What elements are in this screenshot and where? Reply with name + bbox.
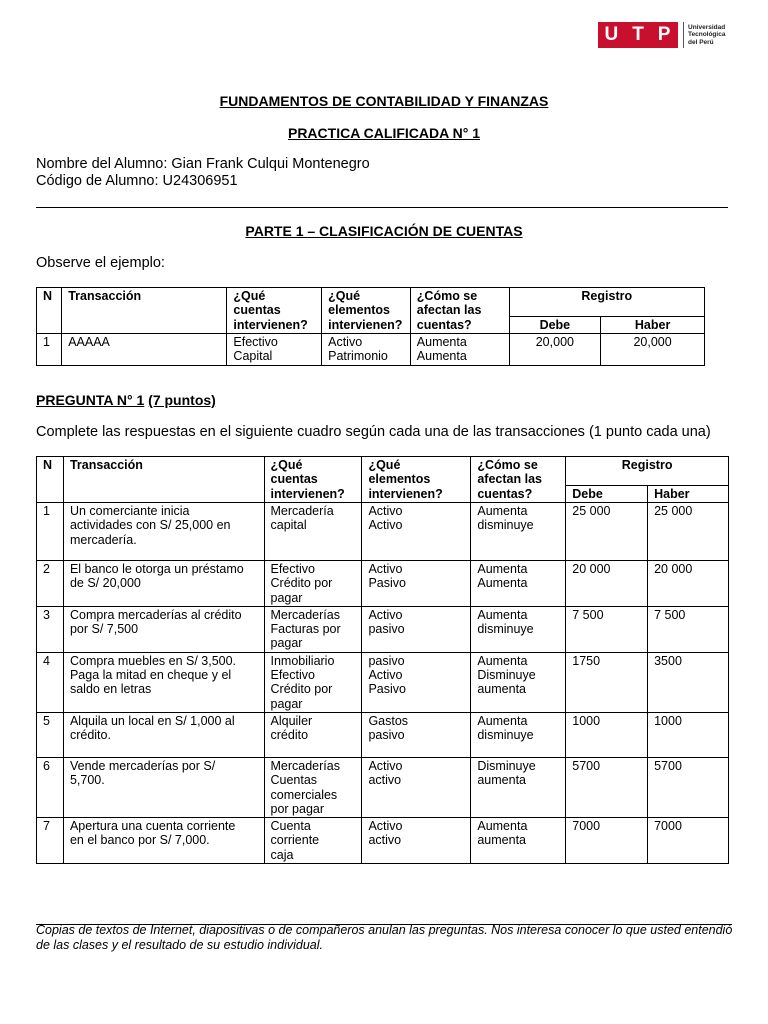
- header-transaccion: Transacción: [63, 457, 264, 503]
- row-como: [471, 503, 566, 561]
- row-como-line: Aumenta: [477, 653, 528, 668]
- row-cuentas-line: Crédito por: [270, 576, 333, 591]
- row-como: [471, 561, 566, 607]
- row-cuentas-line: pagar: [270, 590, 303, 605]
- row-cuentas-line: Alquiler: [270, 713, 313, 728]
- row-elementos-line: Activo: [368, 819, 403, 834]
- row-como: [471, 757, 566, 817]
- row-transaccion: [63, 818, 264, 864]
- row-como-line: disminuye: [477, 622, 534, 637]
- row-elementos-line: Gastos: [368, 713, 409, 728]
- header-n: N: [37, 288, 62, 334]
- row-elementos: [362, 561, 471, 607]
- row-cuentas-line: por pagar: [270, 801, 325, 816]
- table-row: [37, 652, 729, 712]
- row-cuentas-line: Mercaderías: [270, 607, 340, 622]
- question-title: [36, 392, 216, 408]
- row-cuentas: [264, 652, 362, 712]
- row-number: 2: [37, 561, 64, 607]
- row-elementos-line: pasivo: [368, 653, 405, 668]
- header-transaccion: Transacción: [62, 288, 227, 334]
- row-haber: 3500: [648, 652, 729, 712]
- row-haber: 1000: [648, 712, 729, 757]
- row-cuentas: [264, 503, 362, 561]
- row-transaccion-line: en el banco por S/ 7,000.: [69, 833, 210, 848]
- row-transaccion-line: El banco le otorga un préstamo: [69, 562, 244, 576]
- row-cuentas-line: Efectivo: [270, 668, 315, 683]
- row-como-line: Aumenta: [477, 504, 528, 518]
- row-como-line: Disminuye: [477, 668, 536, 683]
- header-como: ¿Cómo se afectan las cuentas?: [410, 288, 509, 334]
- row-como-line: disminuye: [477, 518, 534, 533]
- example-n: 1: [37, 334, 62, 366]
- row-elementos-line: Activo: [368, 504, 403, 518]
- row-elementos: [362, 757, 471, 817]
- header-registro: Registro: [566, 457, 729, 486]
- part1-title: PARTE 1 – CLASIFICACIÓN DE CUENTAS: [245, 223, 523, 239]
- row-cuentas-line: comerciales: [270, 787, 338, 802]
- row-transaccion-line: por S/ 7,500: [69, 622, 139, 637]
- row-debe: 7000: [566, 818, 648, 864]
- example-intro: Observe el ejemplo:: [36, 255, 165, 271]
- example-como: Aumenta Aumenta: [410, 334, 509, 366]
- row-como-line: aumenta: [477, 773, 527, 788]
- example-row: [37, 334, 705, 366]
- answer-table: [36, 456, 729, 864]
- row-debe: 7 500: [566, 606, 648, 652]
- row-cuentas-line: caja: [270, 847, 294, 862]
- row-transaccion-line: Compra mercaderías al crédito: [69, 607, 242, 622]
- row-debe: 5700: [566, 757, 648, 817]
- student-code: Código de Alumno: U24306951: [36, 173, 238, 189]
- row-transaccion-line: crédito.: [69, 728, 111, 743]
- row-cuentas-line: Mercadería: [270, 504, 334, 518]
- row-transaccion-line: Apertura una cuenta corriente: [69, 819, 236, 834]
- row-debe: 25 000: [566, 503, 648, 561]
- logo-letter-u: U: [604, 24, 620, 45]
- row-cuentas-line: capital: [270, 518, 307, 533]
- row-como-line: disminuye: [477, 728, 534, 743]
- logo-separator: [683, 22, 684, 48]
- row-elementos: [362, 652, 471, 712]
- row-como-line: Aumenta: [477, 713, 528, 728]
- example-debe: 20,000: [509, 334, 601, 366]
- row-elementos-line: Activo: [368, 562, 403, 576]
- row-haber: 20 000: [648, 561, 729, 607]
- row-transaccion: [63, 503, 264, 561]
- row-transaccion-line: Un comerciante inicia: [69, 504, 190, 518]
- row-haber: 25 000: [648, 503, 729, 561]
- row-transaccion-line: actividades con S/ 25,000 en: [69, 518, 231, 533]
- example-cuentas: Efectivo Capital: [227, 334, 322, 366]
- row-como: [471, 606, 566, 652]
- row-elementos-line: Pasivo: [368, 682, 406, 697]
- logo-letter-p: P: [657, 24, 672, 45]
- row-transaccion-line: de S/ 20,000: [69, 576, 141, 591]
- row-transaccion-line: saldo en letras: [69, 682, 152, 697]
- row-cuentas-line: corriente: [270, 833, 320, 848]
- header-n: N: [37, 457, 64, 503]
- example-header-row: [37, 288, 705, 317]
- row-number: 1: [37, 503, 64, 561]
- row-elementos-line: activo: [368, 833, 402, 848]
- row-number: 7: [37, 818, 64, 864]
- utp-logo: [598, 22, 725, 48]
- row-elementos: [362, 503, 471, 561]
- row-cuentas: [264, 606, 362, 652]
- row-haber: 7 500: [648, 606, 729, 652]
- row-cuentas: [264, 712, 362, 757]
- row-como: [471, 818, 566, 864]
- row-elementos-line: pasivo: [368, 622, 405, 637]
- row-cuentas-line: Facturas por: [270, 622, 341, 637]
- row-transaccion: [63, 561, 264, 607]
- row-number: 4: [37, 652, 64, 712]
- row-number: 6: [37, 757, 64, 817]
- header-debe: Debe: [566, 486, 648, 503]
- row-como-line: Disminuye: [477, 758, 536, 773]
- row-elementos: [362, 818, 471, 864]
- row-number: 3: [37, 606, 64, 652]
- row-cuentas-line: Cuenta: [270, 819, 311, 834]
- header-haber: Haber: [648, 486, 729, 503]
- row-cuentas: [264, 561, 362, 607]
- header-elementos: ¿Qué elementos intervienen?: [362, 457, 471, 503]
- row-debe: 1000: [566, 712, 648, 757]
- header-debe: Debe: [509, 317, 601, 334]
- question-label: PREGUNTA N° 1: [36, 392, 145, 408]
- row-transaccion-line: Compra muebles en S/ 3,500.: [69, 653, 237, 668]
- row-como-line: aumenta: [477, 833, 527, 848]
- logo-letter-t: T: [632, 24, 645, 45]
- row-cuentas: [264, 757, 362, 817]
- row-haber: 5700: [648, 757, 729, 817]
- row-cuentas-line: pagar: [270, 696, 303, 711]
- row-cuentas-line: Mercaderías: [270, 758, 340, 773]
- question-points: (7 puntos): [148, 392, 216, 408]
- header-como: ¿Cómo se afectan las cuentas?: [471, 457, 566, 503]
- row-cuentas-line: Cuentas: [270, 773, 318, 788]
- row-debe: 1750: [566, 652, 648, 712]
- row-elementos: [362, 712, 471, 757]
- row-haber: 7000: [648, 818, 729, 864]
- question-instructions: Complete las respuestas en el siguiente cuadro según cada una de las transacciones (1 punto cada una): [36, 424, 711, 440]
- header-registro: Registro: [509, 288, 704, 317]
- example-haber: 20,000: [601, 334, 705, 366]
- header-divider: [36, 207, 728, 208]
- student-name: Nombre del Alumno: Gian Frank Culqui Montenegro: [36, 156, 370, 172]
- example-transaccion: AAAAA: [62, 334, 227, 366]
- row-transaccion: [63, 606, 264, 652]
- header-elementos: ¿Qué elementos intervienen?: [322, 288, 411, 334]
- row-transaccion: [63, 652, 264, 712]
- row-transaccion-line: Paga la mitad en cheque y el: [69, 668, 232, 683]
- row-elementos-line: Activo: [368, 607, 403, 622]
- row-elementos-line: Pasivo: [368, 576, 406, 591]
- utp-logo-mark: [598, 22, 678, 48]
- row-elementos-line: Activo: [368, 758, 403, 773]
- row-transaccion-line: Alquila un local en S/ 1,000 al: [69, 713, 235, 728]
- logo-university-name: Universidad Tecnológica del Perú: [688, 23, 726, 46]
- row-cuentas-line: Efectivo: [270, 562, 315, 576]
- example-table: [36, 287, 705, 366]
- row-como-line: aumenta: [477, 682, 527, 697]
- example-elementos: Activo Patrimonio: [322, 334, 411, 366]
- row-cuentas-line: pagar: [270, 636, 303, 651]
- row-debe: 20 000: [566, 561, 648, 607]
- row-transaccion-line: 5,700.: [69, 773, 105, 788]
- row-transaccion: [63, 712, 264, 757]
- header-haber: Haber: [601, 317, 705, 334]
- footer-note: Copias de textos de Internet, diapositivas o de compañeros anulan las preguntas. Nos interesa conocer lo que usted entendió de las clases y el resultado de su estudio individual.: [36, 923, 733, 952]
- course-title: FUNDAMENTOS DE CONTABILIDAD Y FINANZAS: [219, 93, 549, 109]
- row-cuentas-line: Crédito por: [270, 682, 333, 697]
- row-como-line: Aumenta: [477, 819, 528, 834]
- row-number: 5: [37, 712, 64, 757]
- exam-title: PRACTICA CALIFICADA N° 1: [287, 125, 480, 141]
- row-transaccion-line: mercadería.: [69, 532, 137, 547]
- row-cuentas: [264, 818, 362, 864]
- row-como: [471, 712, 566, 757]
- row-cuentas-line: Inmobiliario: [270, 653, 335, 668]
- table-row: [37, 561, 729, 607]
- row-elementos-line: Activo: [368, 668, 403, 683]
- row-como-line: Aumenta: [477, 576, 528, 591]
- row-como: [471, 652, 566, 712]
- table-row: [37, 757, 729, 817]
- header-cuentas: ¿Qué cuentas intervienen?: [264, 457, 362, 503]
- row-transaccion-line: Vende mercaderías por S/: [69, 758, 216, 773]
- row-elementos-line: pasivo: [368, 728, 405, 743]
- table-row: [37, 606, 729, 652]
- table-row: [37, 818, 729, 864]
- row-elementos-line: Activo: [368, 518, 403, 533]
- row-cuentas-line: crédito: [270, 728, 309, 743]
- row-como-line: Aumenta: [477, 607, 528, 622]
- row-como-line: Aumenta: [477, 562, 528, 576]
- header-cuentas: ¿Qué cuentas intervienen?: [227, 288, 322, 334]
- row-elementos-line: activo: [368, 773, 402, 788]
- row-elementos: [362, 606, 471, 652]
- row-transaccion: [63, 757, 264, 817]
- table-row: [37, 712, 729, 757]
- answer-header-row: [37, 457, 729, 486]
- table-row: [37, 503, 729, 561]
